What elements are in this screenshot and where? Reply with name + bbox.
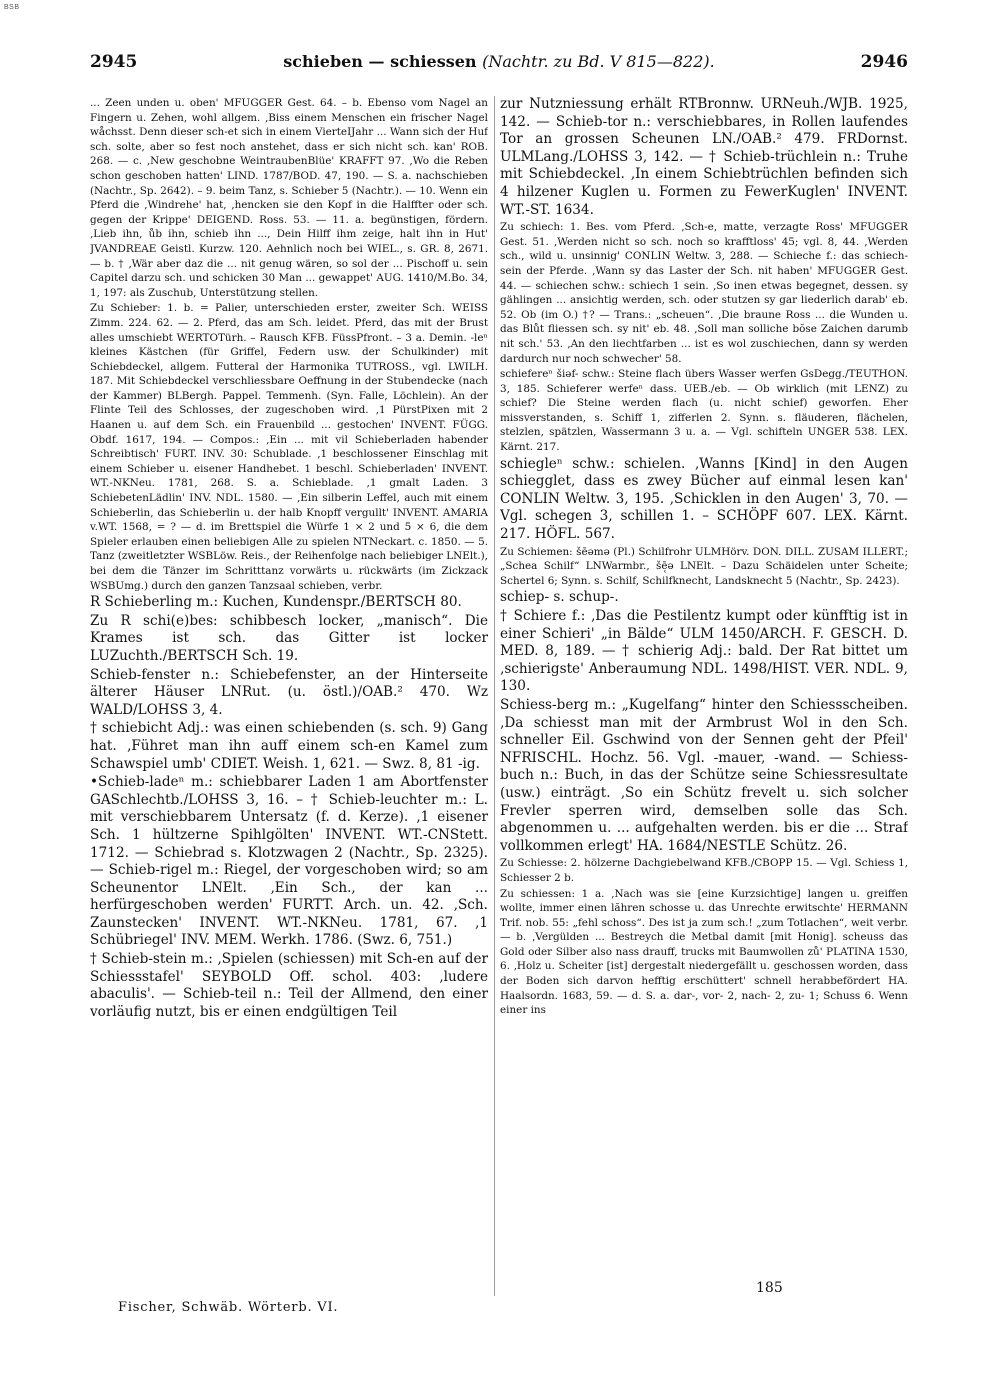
dictionary-entry: R Schieberling m.: Kuchen, Kundenspr./BERTSCH 80. xyxy=(90,594,462,611)
dictionary-entry: Zu Schiemen: šēəmə (Pl.) Schilfrohr ULMHörv. DON. DILL. ZUSAM ILLERT.; „Schea Schilf“ LNWarmbr., šē̜ə LNElt. – Dazu Schäidelen unter Scheite; Schertel 6; Synn. s. Schilf, Schilfknecht, Landsknecht 5 (Nachtr., Sp. 2423). xyxy=(500,545,908,587)
dictionary-entry: Zu schiech: 1. Bes. vom Pferd. ‚Sch-e, matte, verzagte Ross' MFUGGER Gest. 51. ‚Werden nicht so sch. noch so krafftloss' 45; vgl. 8, 44. ‚Werden sch., wild u. unsinnig' CONLIN Weltw. 3, 288. — Schieche f.: das schiech-sein der Pferde. ‚Wann sy das Laster der Sch. nit haben' MFUGGER Gest. 44. — schiechen schw.: schiech 1 sein. ‚So inen etwas begegnet, dessen. sy gählingen ... ansichtig werden, sch. oder stutzen sy gar liederlich darab' eb. 52. Ob (im O.) †? — Trans.: „scheuen“. ‚Die braune Ross ... die Wunden u. das Blůt fliessen sch. sy nit' eb. 48. ‚Soll man solliche bŏse Zaichen darumb nit sch.' 53. ‚An den liechtfarben ... ist es wol zuschiechen, dann sy werden dardurch nur noch schwecher' 58. xyxy=(500,221,908,365)
dictionary-entry: ... Zeen unden u. oben' MFUGGER Gest. 64. – b. Ebenso vom Nagel an Fingern u. Zehen, wohl allgem. ‚Biss einem Menschen ein frischer Nagel wåchsst. Denn dieser sch-et sich in einem VierteIJahr ... Wann sich der Huf sch. solte, aber so fest noch anstehet, dass er sich nicht sch. kan' ROB. 268. — c. ‚New geschobne WeintraubenBlüe' KRAFFT 97. ‚Wo die Reben schon geschoben hatten' LIND. 1787/BOD. 47, 190. — S. a. nachschieben (Nachtr., Sp. 2642). – 9. beim Tanz, s. Schieber 5 (Nachtr.). — 10. Wenn ein Pferd die ‚Windrehe' hat, ‚hencken sie den Kopf in die Halffter oder sch. gegen der Krippe' DEIGEND. Ross. 53. — 11. a. begünstigen, fördern. ‚Lieb ihn, ůb ihn, schieb ihn ..., Dein Hilff ihm zeige, halt ihn in Hut' JVANDREAE Geistl. Kurzw. 120. Aehnlich noch bei WIEL., s. GR. 8, 2671. — b. † ‚Wär aber daz die ... nit genug wären, so sol der ... Pischoff u. sein Capitel darzu sch. und schicken 30 Man ... gewappet' AUG. 1410/M.Bo. 34, 1, 197: als Zuschub, Unterstützung stellen. xyxy=(90,97,488,299)
dictionary-entry: schiegleⁿ schw.: schielen. ‚Wanns [Kind] in den Augen schiegglet, dass es zwey Bücher auf einmal lesen kan' CONLIN Weltw. 3, 195. ‚Schicklen in den Augen' 3, 70. — Vgl. schegen 3, schillen 1. – SCHÖPF 607. LEX. Kärnt. 217. HÖFL. 567. xyxy=(500,455,908,543)
running-title-subtitle: (Nachtr. zu Bd. V 815—822). xyxy=(482,52,715,71)
running-title-main: schieben — schiessen xyxy=(283,52,477,71)
page-number-left: 2945 xyxy=(90,52,138,72)
dictionary-entry: schiep- s. schup-. xyxy=(500,589,619,606)
library-stamp: BSB xyxy=(4,4,20,11)
dictionary-entry: Zu schiessen: 1 a. ‚Nach was sie [eine Kurzsichtige] langen u. greiffen wollte, immer einen lăhren schosse u. das Unrechte erwitschte' HERMANN Trif. nob. 55: „fehl schoss“. Des ist ja zum sch.! „zum Totlachen“, weit verbr. — b. ‚Vergülden ... Bestreych die Metbal damit [mit Honig]. scheuss das Gold oder Silber also nass drauff, trucks mit Baumwollen zů' PLATINA 1530, 6. ‚Holz u. Scheiter [ist] dergestalt niedergefällt u. geschossen worden, dass der Boden sich darvon hefftig erschüttert' schnell herabbefördert HA. Haalsordn. 1683, 59. — d. S. a. dar-, vor- 2, nach- 2, zu- 1; Schuss 6. Wenn einer ins xyxy=(500,887,908,1017)
page-number-right: 2946 xyxy=(860,52,908,72)
running-title xyxy=(90,52,908,71)
dictionary-entry: † schiebicht Adj.: was einen schiebenden (s. sch. 9) Gang hat. ‚Führet man ihn auff einem sch-en Kamel zum Schawspiel umb' CDIET. Weish. 1, 621. — Swz. 8, 81 -ig. xyxy=(90,720,488,772)
dictionary-entry: † Schiere f.: ‚Das die Pestilentz kumpt oder künfftig ist in einer Schieri' „in Bälde“ ULM 1450/ARCH. F. GESCH. D. MED. 8, 189. — † schierig Adj.: bald. Der Rat bittet um ‚schierigste' Anberaumung NDL. 1498/HIST. VER. NDL. 9, 130. xyxy=(500,608,908,695)
dictionary-entry: Zu R schi(e)bes: schibbesch locker, „manisch“. Die Krames ist sch. das Gitter ist locker LUZuchth./BERTSCH Sch. 19. xyxy=(90,612,488,664)
right-column xyxy=(500,96,908,1294)
dictionary-entry: † Schieb-stein m.: ‚Spielen (schiessen) mit Sch-en auf der Schiessstafel' SEYBOLD Off. schol. 403: ‚ludere abaculis'. — Schieb-teil n.: Teil der Allmend, den einer vorläufig nutzt, bis er einen endgültigen Teil xyxy=(90,951,488,1020)
dictionary-entry: Schieb-fenster n.: Schiebefenster, an der Hinterseite älterer Häuser LNRut. (u. östl.)/OAB.² 470. Wz WALD/LOHSS 3, 4. xyxy=(90,666,488,718)
dictionary-entry: zur Nutzniessung erhält RTBronnw. URNeuh./WJB. 1925, 142. — Schieb-tor n.: verschiebbares, in Rollen laufendes Tor an grossen Scheunen LN./OAB.² 479. FRDornst. ULMLang./LOHSS 3, 142. — † Schieb-trüchlein n.: Truhe mit Schiebdeckel. ‚In einem Schiebtrüchlen befinden sich 4 hilzener Kuglen u. Formen zu FewerKuglen' INVENT. WT.-ST. 1634. xyxy=(500,96,908,218)
signature-line: Fischer, Schwäb. Wörterb. VI. xyxy=(118,1300,339,1315)
column-divider xyxy=(494,96,495,1296)
dictionary-entry: Zu Schiesse: 2. hölzerne Dachgiebelwand KFB./CBOPP 15. — Vgl. Schiess 1, Schiesser 2 b. xyxy=(500,857,908,884)
dictionary-entry: schiefereⁿ šiəf- schw.: Steine flach übers Wasser werfen GsDegg./TEUTHON. 3, 185. Schieferer werfeⁿ dass. UEB./eb. — Ob wirklich (mit LENZ) zu schief? Die Steine werden flach (u. nicht schief) geworfen. Eher missverstanden, s. Schiff 1, zifferlen 2. Synn. s. fläuderen, flächelen, stelzlen, spätzlen, Wassermann 3 u. a. — Vgl. schifteln UNGER 538. LEX. Kärnt. 217. xyxy=(500,368,908,454)
left-column xyxy=(90,96,488,1294)
dictionary-entry: Zu Schieber: 1. b. = Palier, unterschieden erster, zweiter Sch. WEISS Zimm. 224. 62. — 2. Pferd, das am Sch. leidet. Pferd, das mit der Brust alles umschiebt WERTOTürh. – Rausch KFB. FüssPfront. – 3 a. Demin. -leⁿ kleines Kästchen (für Griffel, Federn usw. der Schulkinder) mit Schiebdeckel, allgem. Futteral der Harmonika TUTROSS., vgl. LWILH. 187. Mit Schiebdeckel verschliessbare Oeffnung in der Stubendecke (nach der Kammer) BLBergh. Pappel. Temmenh. (Syn. Falle, Löchlein). An der Flinte Teil des Schlosses, der zugeschoben wird. ‚1 PürstPixen mit 2 Haanen u. auf dem Sch. ein Frauenbild ... gestochen' INVENT. FÜGG. Obdf. 1617, 194. — Compos.: ‚Ein ... mit vil Schieberladen habender Schreibtisch' FURT. INV. 30: Schublade. ‚1 beschlossener Einschlag mit einem Schieber u. eisener Handhebet. 1 beschl. Schieberladen' INVENT. WT.-NKNeu. 1781, 268. S. a. Schieblade. ‚1 gmalt Laden. 3 SchiebetenLädlin' INV. NDL. 1580. — ‚Ein silberin Leffel, auch mit einem Schieberlin, das Schieberlin u. der halb Knopff vergullt' INVENT. AMARIA v.WT. 1568, = ? — d. im Brettspiel die Würfe 1 × 2 und 5 × 6, die dem Spieler erlauben einen beliebigen Alle zu spielen NTNeckart. c. 1850. — 5. Tanz (zweitletzter WSBLöw. Reis., der Reihenfolge nach beliebiger LNElt.), bei dem die Tänzer im Schritttanz vorwärts u. rückwärts (im Zickzack WSBUmg.) durch den ganzen Tanzsaal schieben, verbr. xyxy=(90,302,488,592)
dictionary-entry: •Schieb-ladeⁿ m.: schiebbarer Laden 1 am Abortfenster GASchlechtb./LOHSS 3, 16. – † Schieb-leuchter m.: L. mit verschiebbarem Untersatz (f. d. Kerze). ‚1 eisener Sch. 1 hültzerne Spihlgölten' INVENT. WT.-CNStett. 1712. — Schiebrad s. Klotzwagen 2 (Nachtr., Sp. 2325). — Schieb-rigel m.: Riegel, der vorgeschoben wird; so am Scheunentor LNElt. ‚Ein Sch., der kan ... herfürgeschoben werden' FURTT. Arch. un. 42. ‚Sch. Zaunstecken' INVENT. WT.-NKNeu. 1781, 67. ‚1 Schübriegel' INV. MEM. Werkh. 1786. (Swz. 6, 751.) xyxy=(90,774,488,949)
sheet-number: 185 xyxy=(756,1280,783,1296)
dictionary-entry: Schiess-berg m.: „Kugelfang“ hinter den Schiessscheiben. ‚Da schiesst man mit der Armbrust Wol in den Sch. schneller Eil. Gschwind von der Sennen geht der Pfeil' NFRISCHL. Hochz. 56. Vgl. -mauer, -wand. — Schiess-buch n.: Buch, in das der Schütze seine Schiessresultate (usw.) einträgt. ‚So ein Schütz frevelt u. sich solcher Frevler sperren wird, demselben solle das Sch. abgenommen u. ... aufgehalten werden. bis er die ... Straf vollkommen erlegt' HA. 1684/NESTLE Schütz. 26. xyxy=(500,696,908,854)
page-header xyxy=(90,52,908,80)
